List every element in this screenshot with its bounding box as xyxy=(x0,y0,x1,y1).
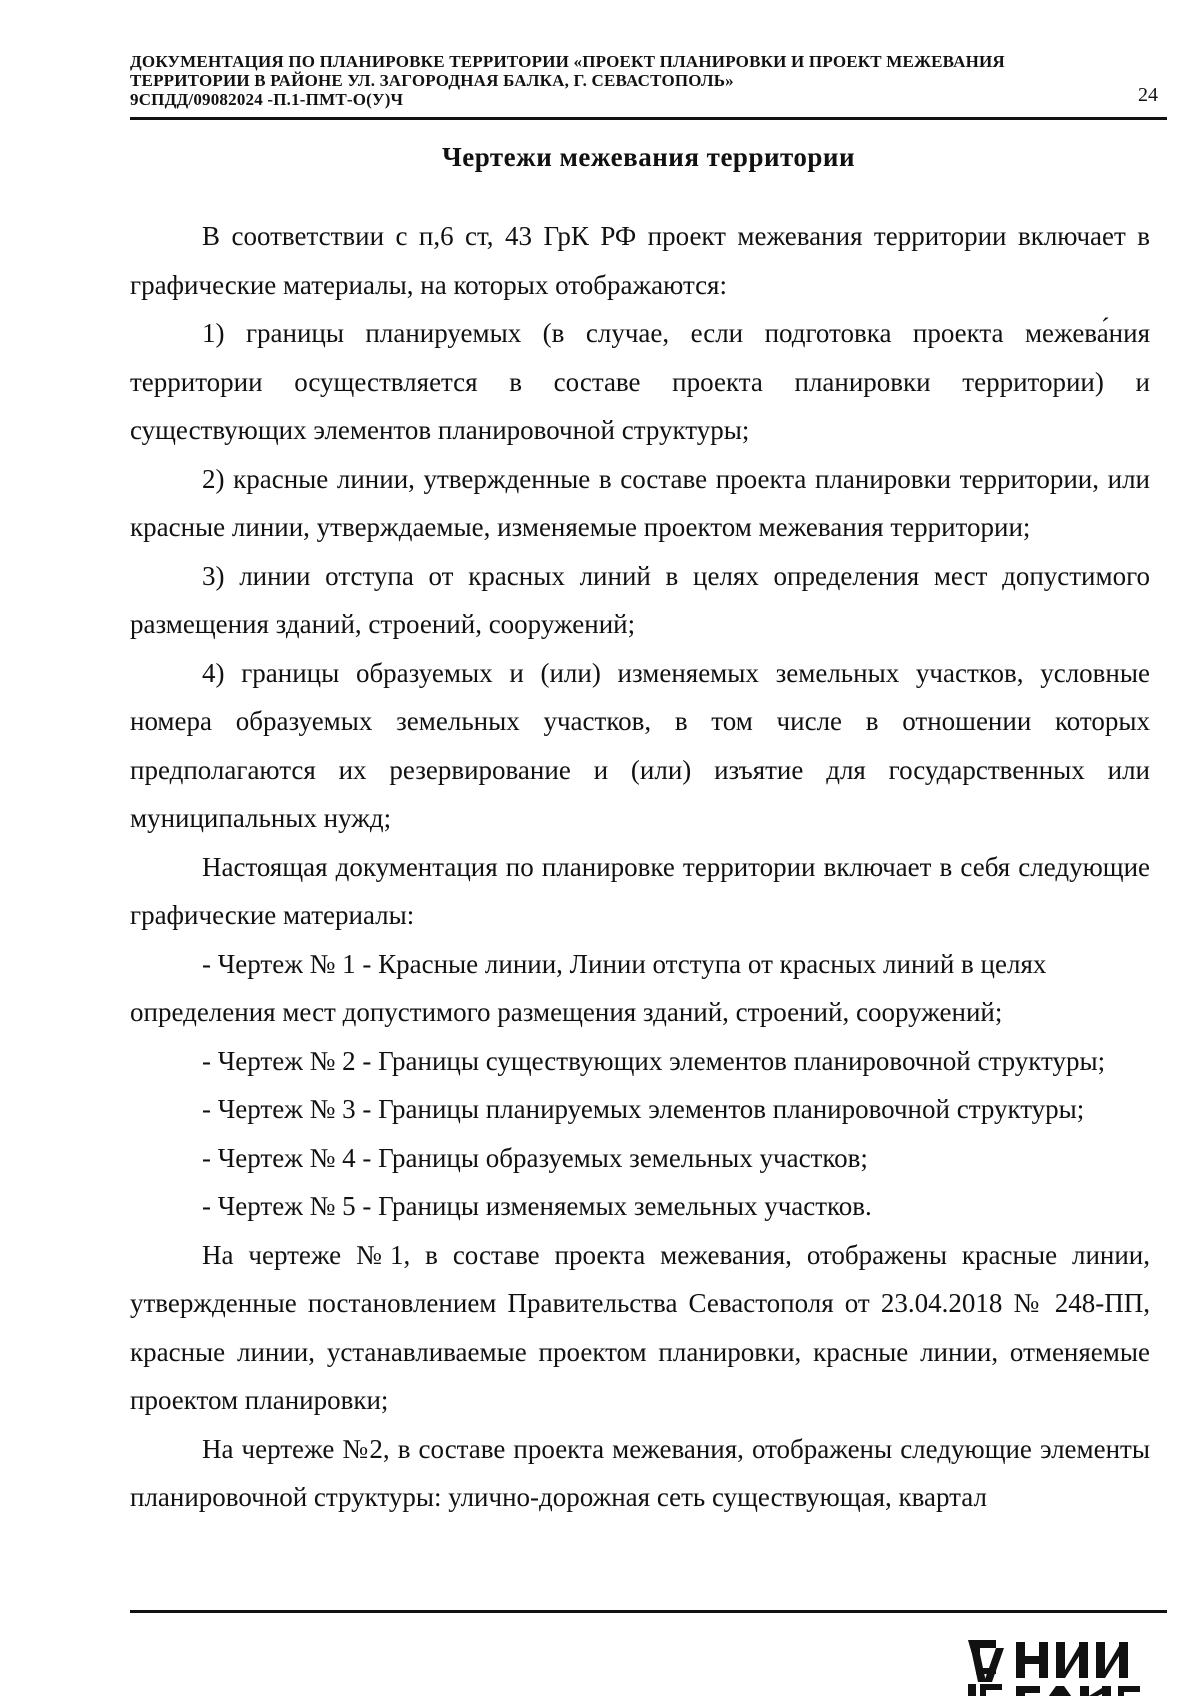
page-number: 24 xyxy=(1138,84,1158,106)
footer-divider xyxy=(130,1610,1167,1613)
ganiigais-logo xyxy=(962,1632,1172,1696)
list-item-3: 3) линии отступа от красных линий в целях определения мест допустимого размещения зданий, строений, сооружений; xyxy=(130,560,1150,639)
drawing-item-5: - Чертеж № 5 - Границы изменяемых земельных участков. xyxy=(202,1191,872,1221)
section-title: Чертежи межевания территории xyxy=(441,142,856,172)
header-line-1: ДОКУМЕНТАЦИЯ ПО ПЛАНИРОВКЕ ТЕРРИТОРИИ «ПРОЕКТ ПЛАНИРОВКИ И ПРОЕКТ МЕЖЕВАНИЯ xyxy=(130,52,1005,71)
list-item-2: 2) красные линии, утвержденные в составе проекта планировки территории, или красные линии, утверждаемые, изменяемые проектом межевания территории; xyxy=(130,463,1150,542)
paragraph-drawing-1: На чертеже №1, в составе проекта межевания, отображены красные линии, утвержденные постановлением Правительства Севастополя от 23.04.2018 № 248-ПП, красные линии, устанавливаемые проектом планировки, красные линии, отменяемые проектом планировки; xyxy=(130,1239,1150,1415)
list-item-1: 1) границы планируемых (в случае, если подготовка проекта межева́ния территории осуществляется в составе проекта планировки территории) и существующих элементов планировочной структуры; xyxy=(130,318,1150,445)
list-item-4: 4) границы образуемых и (или) изменяемых земельных участков, условные номера образуемых земельных участков, в том числе в отношении которых предполагаются их резервирование и (или) изъятие для государственных или муниципальных нужд; xyxy=(130,657,1150,833)
header-line-3: 9СПДД/09082024 -П.1-ПМТ-О(У)Ч xyxy=(130,90,404,109)
paragraph-drawing-2: На чертеже №2, в составе проекта межевания, отображены следующие элементы планировочной структуры: улично-дорожная сеть существующая, квартал xyxy=(130,1433,1150,1512)
drawing-item-1: - Чертеж № 1 - Красные линии, Линии отступа от красных линий в целях определения мест допустимого размещения зданий, строений, сооружений; xyxy=(130,948,1047,1027)
paragraph-intro: В соответствии с п,6 ст, 43 ГрК РФ проект межевания территории включает в графические материалы, на которых отображаются: xyxy=(130,221,1150,300)
header-line-2: ТЕРРИТОРИИ В РАЙОНЕ УЛ. ЗАГОРОДНАЯ БАЛКА, Г. СЕВАСТОПОЛЬ» xyxy=(130,71,734,90)
document-header xyxy=(130,52,1150,109)
drawing-item-2: - Чертеж № 2 - Границы существующих элементов планировочной структуры; xyxy=(202,1045,1106,1076)
document-body xyxy=(130,212,1150,1522)
header-divider xyxy=(130,117,1167,120)
drawing-item-4: - Чертеж № 4 - Границы образуемых земельных участков; xyxy=(202,1142,868,1173)
paragraph-materials: Настоящая документация по планировке территории включает в себя следующие графические материалы: xyxy=(130,851,1150,930)
drawing-item-3: - Чертеж № 3 - Границы планируемых элементов планировочной структуры; xyxy=(202,1094,1085,1124)
